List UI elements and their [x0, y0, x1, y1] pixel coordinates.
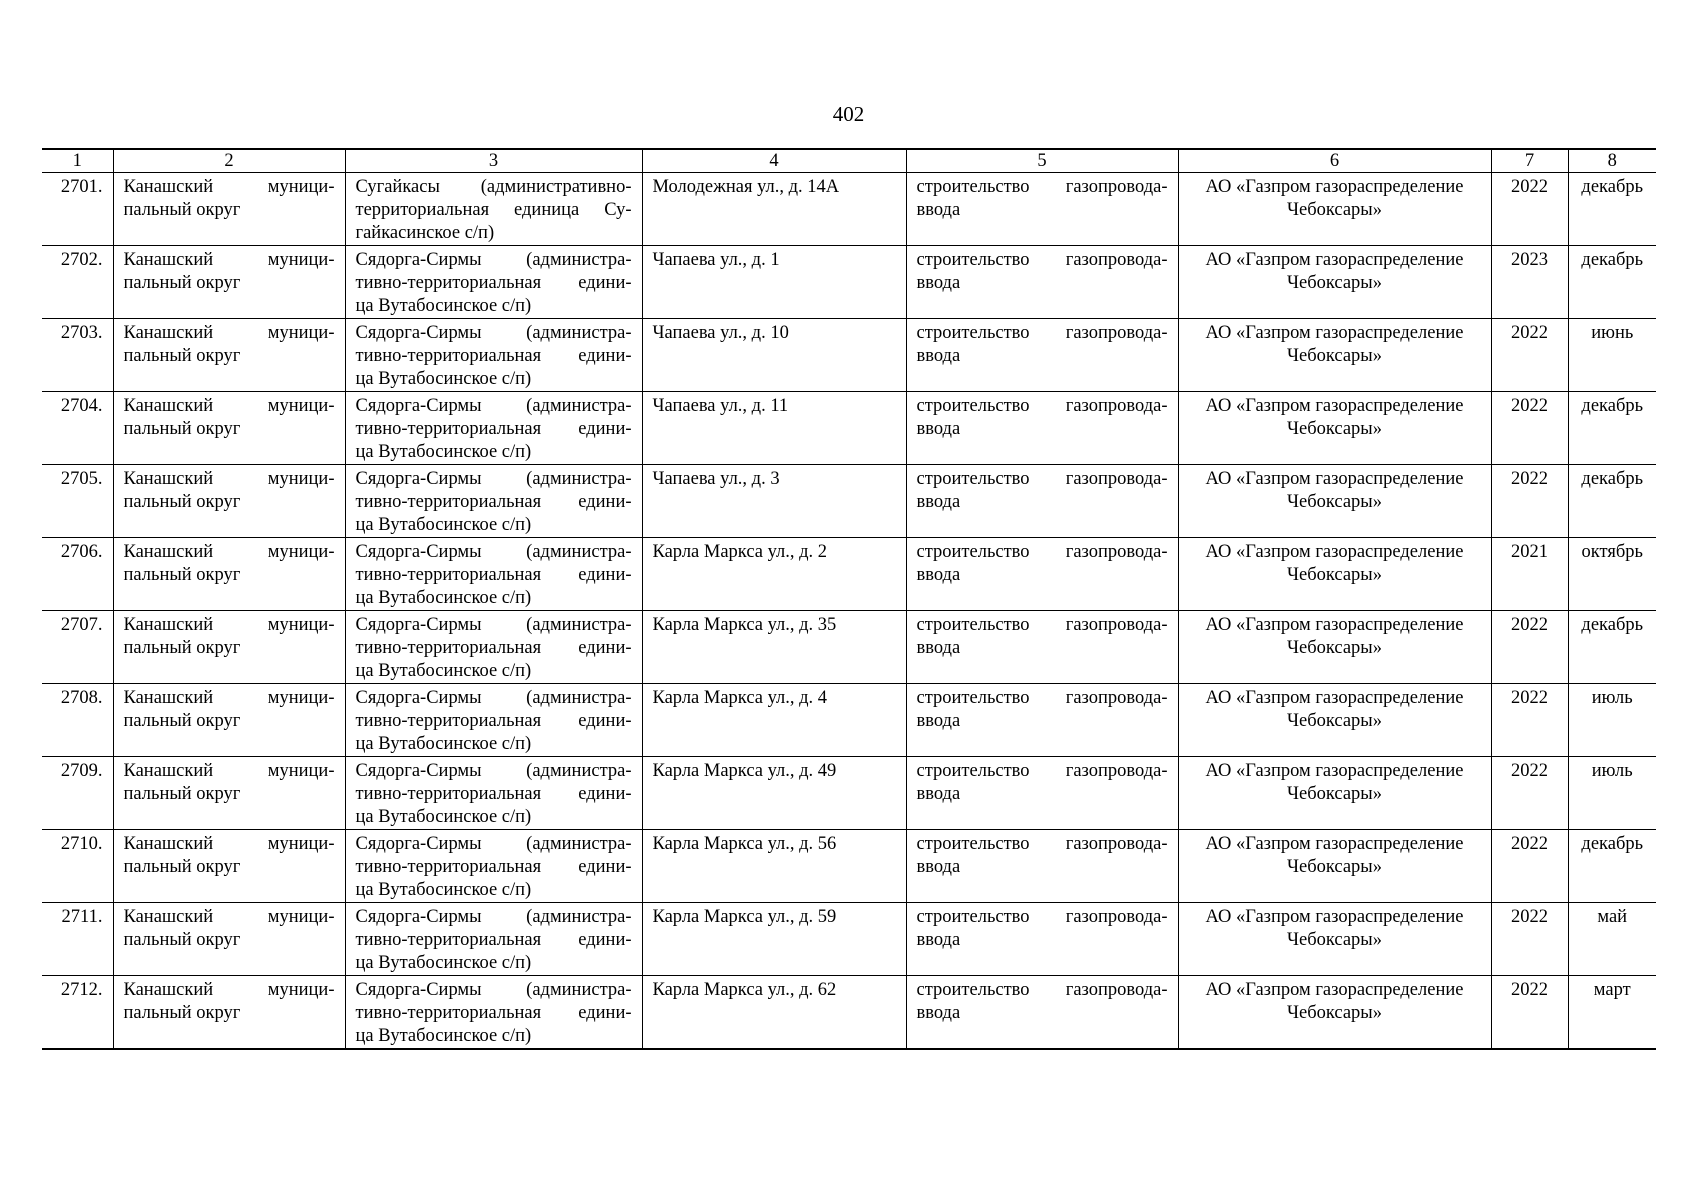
table-row — [42, 465, 1656, 538]
work-line-1: строительство газопровода- — [916, 615, 1168, 635]
district-line-1: Канашский муници- — [123, 177, 335, 197]
district-line-2: пальный округ — [123, 273, 241, 293]
month-cell: декабрь — [1568, 246, 1656, 319]
org-line-1: АО «Газпром газораспределение — [1205, 688, 1464, 708]
year-cell: 2022 — [1491, 392, 1568, 465]
org-line-1: АО «Газпром газораспределение — [1205, 542, 1464, 562]
month-cell: май — [1568, 903, 1656, 976]
district-cell — [113, 757, 345, 830]
settlement-line-2: территориальная единица Су- — [355, 200, 632, 220]
row-number: 2705. — [42, 465, 113, 538]
work-line-1: строительство газопровода- — [916, 323, 1168, 343]
district-line-1: Канашский муници- — [123, 250, 335, 270]
column-header-6: 6 — [1178, 149, 1491, 173]
table-row — [42, 684, 1656, 757]
settlement-line-3: ца Вутабосинское с/п) — [355, 515, 532, 535]
row-number: 2709. — [42, 757, 113, 830]
table-row — [42, 611, 1656, 684]
district-line-2: пальный округ — [123, 711, 241, 731]
table-row — [42, 538, 1656, 611]
org-line-2: Чебоксары» — [1286, 273, 1382, 293]
org-line-2: Чебоксары» — [1286, 638, 1382, 658]
settlement-line-2: тивно-территориальная едини- — [355, 273, 632, 293]
org-line-1: АО «Газпром газораспределение — [1205, 834, 1464, 854]
district-cell — [113, 465, 345, 538]
district-line-1: Канашский муници- — [123, 907, 335, 927]
settlement-line-1: Сядорга-Сирмы (администра- — [355, 688, 632, 708]
settlement-cell — [345, 611, 642, 684]
work-line-1: строительство газопровода- — [916, 688, 1168, 708]
row-number: 2704. — [42, 392, 113, 465]
address-cell: Карла Маркса ул., д. 56 — [642, 830, 906, 903]
org-line-1: АО «Газпром газораспределение — [1205, 615, 1464, 635]
settlement-line-1: Сядорга-Сирмы (администра- — [355, 907, 632, 927]
org-line-1: АО «Газпром газораспределение — [1205, 177, 1464, 197]
column-header-3: 3 — [345, 149, 642, 173]
settlement-line-1: Сядорга-Сирмы (администра- — [355, 615, 632, 635]
work-line-2: ввода — [916, 638, 961, 658]
work-type-cell — [906, 976, 1178, 1050]
district-cell — [113, 173, 345, 246]
work-line-1: строительство газопровода- — [916, 396, 1168, 416]
row-number: 2712. — [42, 976, 113, 1050]
settlement-line-2: тивно-территориальная едини- — [355, 711, 632, 731]
org-line-2: Чебоксары» — [1286, 419, 1382, 439]
settlement-line-1: Сядорга-Сирмы (администра- — [355, 250, 632, 270]
org-line-1: АО «Газпром газораспределение — [1205, 907, 1464, 927]
address-cell: Карла Маркса ул., д. 2 — [642, 538, 906, 611]
district-line-1: Канашский муници- — [123, 761, 335, 781]
address-cell: Молодежная ул., д. 14А — [642, 173, 906, 246]
address-cell: Карла Маркса ул., д. 49 — [642, 757, 906, 830]
settlement-cell — [345, 684, 642, 757]
settlement-line-3: гайкасинское с/п) — [355, 223, 495, 243]
settlement-line-3: ца Вутабосинское с/п) — [355, 880, 532, 900]
table-row — [42, 173, 1656, 246]
work-type-cell — [906, 684, 1178, 757]
work-type-cell — [906, 830, 1178, 903]
settlement-line-1: Сядорга-Сирмы (администра- — [355, 469, 632, 489]
work-line-1: строительство газопровода- — [916, 834, 1168, 854]
row-number: 2702. — [42, 246, 113, 319]
settlement-line-3: ца Вутабосинское с/п) — [355, 369, 532, 389]
settlement-line-2: тивно-территориальная едини- — [355, 492, 632, 512]
org-line-1: АО «Газпром газораспределение — [1205, 469, 1464, 489]
org-line-2: Чебоксары» — [1286, 784, 1382, 804]
column-header-5: 5 — [906, 149, 1178, 173]
settlement-line-1: Сядорга-Сирмы (администра- — [355, 542, 632, 562]
settlement-line-2: тивно-территориальная едини- — [355, 565, 632, 585]
settlement-line-2: тивно-территориальная едини- — [355, 784, 632, 804]
settlement-line-1: Сядорга-Сирмы (администра- — [355, 980, 632, 1000]
district-cell — [113, 830, 345, 903]
district-cell — [113, 538, 345, 611]
month-cell: декабрь — [1568, 830, 1656, 903]
district-line-1: Канашский муници- — [123, 323, 335, 343]
settlement-line-3: ца Вутабосинское с/п) — [355, 661, 532, 681]
address-cell: Чапаева ул., д. 11 — [642, 392, 906, 465]
address-cell: Чапаева ул., д. 1 — [642, 246, 906, 319]
org-line-2: Чебоксары» — [1286, 565, 1382, 585]
work-line-2: ввода — [916, 711, 961, 731]
district-line-2: пальный округ — [123, 1003, 241, 1023]
org-line-2: Чебоксары» — [1286, 1003, 1382, 1023]
page-number: 402 — [832, 102, 865, 126]
column-header-7: 7 — [1491, 149, 1568, 173]
month-cell: декабрь — [1568, 392, 1656, 465]
work-line-2: ввода — [916, 1003, 961, 1023]
row-number: 2703. — [42, 319, 113, 392]
work-type-cell — [906, 392, 1178, 465]
district-cell — [113, 684, 345, 757]
settlement-line-3: ца Вутабосинское с/п) — [355, 807, 532, 827]
org-line-1: АО «Газпром газораспределение — [1205, 396, 1464, 416]
settlement-cell — [345, 246, 642, 319]
table-row — [42, 830, 1656, 903]
district-line-2: пальный округ — [123, 200, 241, 220]
year-cell: 2022 — [1491, 903, 1568, 976]
month-cell: июль — [1568, 757, 1656, 830]
work-line-2: ввода — [916, 200, 961, 220]
settlement-cell — [345, 903, 642, 976]
column-header-4: 4 — [642, 149, 906, 173]
column-header-1: 1 — [42, 149, 113, 173]
district-line-2: пальный округ — [123, 930, 241, 950]
year-cell: 2022 — [1491, 976, 1568, 1050]
table-header — [42, 149, 1656, 173]
work-line-2: ввода — [916, 784, 961, 804]
month-cell: июль — [1568, 684, 1656, 757]
settlement-line-3: ца Вутабосинское с/п) — [355, 734, 532, 754]
district-line-2: пальный округ — [123, 857, 241, 877]
organization-cell — [1178, 611, 1491, 684]
year-cell: 2021 — [1491, 538, 1568, 611]
work-type-cell — [906, 757, 1178, 830]
district-cell — [113, 611, 345, 684]
work-type-cell — [906, 246, 1178, 319]
month-cell: декабрь — [1568, 611, 1656, 684]
header-row — [42, 149, 1656, 173]
organization-cell — [1178, 392, 1491, 465]
table-row — [42, 246, 1656, 319]
work-type-cell — [906, 173, 1178, 246]
year-cell: 2022 — [1491, 173, 1568, 246]
row-number: 2706. — [42, 538, 113, 611]
district-line-1: Канашский муници- — [123, 469, 335, 489]
settlement-cell — [345, 757, 642, 830]
district-cell — [113, 392, 345, 465]
district-line-2: пальный округ — [123, 419, 241, 439]
work-line-1: строительство газопровода- — [916, 177, 1168, 197]
settlement-line-1: Сугайкасы (административно- — [355, 177, 632, 197]
work-line-1: строительство газопровода- — [916, 250, 1168, 270]
address-cell: Карла Маркса ул., д. 4 — [642, 684, 906, 757]
work-line-1: строительство газопровода- — [916, 469, 1168, 489]
work-line-2: ввода — [916, 565, 961, 585]
work-line-1: строительство газопровода- — [916, 542, 1168, 562]
table-row — [42, 319, 1656, 392]
settlement-line-3: ца Вутабосинское с/п) — [355, 296, 532, 316]
district-line-2: пальный округ — [123, 784, 241, 804]
org-line-2: Чебоксары» — [1286, 930, 1382, 950]
district-line-1: Канашский муници- — [123, 542, 335, 562]
work-line-2: ввода — [916, 857, 961, 877]
address-cell: Карла Маркса ул., д. 62 — [642, 976, 906, 1050]
row-number: 2708. — [42, 684, 113, 757]
district-line-1: Канашский муници- — [123, 396, 335, 416]
work-line-1: строительство газопровода- — [916, 980, 1168, 1000]
table-row — [42, 903, 1656, 976]
district-cell — [113, 976, 345, 1050]
settlement-line-2: тивно-территориальная едини- — [355, 346, 632, 366]
month-cell: март — [1568, 976, 1656, 1050]
district-line-1: Канашский муници- — [123, 615, 335, 635]
org-line-1: АО «Газпром газораспределение — [1205, 980, 1464, 1000]
address-cell: Чапаева ул., д. 3 — [642, 465, 906, 538]
district-cell — [113, 246, 345, 319]
settlement-line-2: тивно-территориальная едини- — [355, 857, 632, 877]
row-number: 2710. — [42, 830, 113, 903]
org-line-2: Чебоксары» — [1286, 346, 1382, 366]
work-line-2: ввода — [916, 346, 961, 366]
row-number: 2707. — [42, 611, 113, 684]
year-cell: 2022 — [1491, 830, 1568, 903]
settlement-line-1: Сядорга-Сирмы (администра- — [355, 396, 632, 416]
column-header-8: 8 — [1568, 149, 1656, 173]
work-type-cell — [906, 319, 1178, 392]
year-cell: 2022 — [1491, 319, 1568, 392]
organization-cell — [1178, 903, 1491, 976]
organization-cell — [1178, 684, 1491, 757]
work-line-1: строительство газопровода- — [916, 907, 1168, 927]
org-line-2: Чебоксары» — [1286, 200, 1382, 220]
year-cell: 2022 — [1491, 611, 1568, 684]
work-line-2: ввода — [916, 930, 961, 950]
settlement-line-3: ца Вутабосинское с/п) — [355, 588, 532, 608]
table-row — [42, 976, 1656, 1050]
work-type-cell — [906, 465, 1178, 538]
month-cell: декабрь — [1568, 173, 1656, 246]
district-line-2: пальный округ — [123, 638, 241, 658]
district-line-2: пальный округ — [123, 492, 241, 512]
settlement-cell — [345, 173, 642, 246]
district-cell — [113, 903, 345, 976]
month-cell: октябрь — [1568, 538, 1656, 611]
address-cell: Карла Маркса ул., д. 59 — [642, 903, 906, 976]
org-line-2: Чебоксары» — [1286, 492, 1382, 512]
settlement-cell — [345, 976, 642, 1050]
settlement-line-3: ца Вутабосинское с/п) — [355, 442, 532, 462]
address-cell: Карла Маркса ул., д. 35 — [642, 611, 906, 684]
organization-cell — [1178, 830, 1491, 903]
organization-cell — [1178, 319, 1491, 392]
organization-cell — [1178, 538, 1491, 611]
year-cell: 2022 — [1491, 684, 1568, 757]
table-row — [42, 757, 1656, 830]
district-line-1: Канашский муници- — [123, 688, 335, 708]
org-line-2: Чебоксары» — [1286, 711, 1382, 731]
org-line-1: АО «Газпром газораспределение — [1205, 250, 1464, 270]
settlement-cell — [345, 319, 642, 392]
settlement-line-2: тивно-территориальная едини- — [355, 638, 632, 658]
settlement-line-2: тивно-территориальная едини- — [355, 1003, 632, 1023]
district-line-1: Канашский муници- — [123, 980, 335, 1000]
settlement-cell — [345, 465, 642, 538]
district-cell — [113, 319, 345, 392]
settlement-line-1: Сядорга-Сирмы (администра- — [355, 323, 632, 343]
year-cell: 2023 — [1491, 246, 1568, 319]
registry-table — [42, 148, 1656, 1050]
organization-cell — [1178, 246, 1491, 319]
month-cell: июнь — [1568, 319, 1656, 392]
settlement-line-3: ца Вутабосинское с/п) — [355, 1026, 532, 1046]
district-line-1: Канашский муници- — [123, 834, 335, 854]
work-type-cell — [906, 611, 1178, 684]
settlement-cell — [345, 392, 642, 465]
column-header-2: 2 — [113, 149, 345, 173]
organization-cell — [1178, 465, 1491, 538]
work-line-2: ввода — [916, 419, 961, 439]
settlement-cell — [345, 830, 642, 903]
district-line-2: пальный округ — [123, 565, 241, 585]
work-type-cell — [906, 538, 1178, 611]
organization-cell — [1178, 173, 1491, 246]
settlement-line-3: ца Вутабосинское с/п) — [355, 953, 532, 973]
work-line-1: строительство газопровода- — [916, 761, 1168, 781]
settlement-line-1: Сядорга-Сирмы (администра- — [355, 761, 632, 781]
work-type-cell — [906, 903, 1178, 976]
org-line-1: АО «Газпром газораспределение — [1205, 761, 1464, 781]
organization-cell — [1178, 976, 1491, 1050]
work-line-2: ввода — [916, 492, 961, 512]
address-cell: Чапаева ул., д. 10 — [642, 319, 906, 392]
organization-cell — [1178, 757, 1491, 830]
year-cell: 2022 — [1491, 757, 1568, 830]
row-number: 2701. — [42, 173, 113, 246]
settlement-line-2: тивно-территориальная едини- — [355, 930, 632, 950]
settlement-line-1: Сядорга-Сирмы (администра- — [355, 834, 632, 854]
month-cell: декабрь — [1568, 465, 1656, 538]
work-line-2: ввода — [916, 273, 961, 293]
row-number: 2711. — [42, 903, 113, 976]
org-line-2: Чебоксары» — [1286, 857, 1382, 877]
table-body — [42, 173, 1656, 1050]
table-row — [42, 392, 1656, 465]
settlement-line-2: тивно-территориальная едини- — [355, 419, 632, 439]
district-line-2: пальный округ — [123, 346, 241, 366]
settlement-cell — [345, 538, 642, 611]
org-line-1: АО «Газпром газораспределение — [1205, 323, 1464, 343]
year-cell: 2022 — [1491, 465, 1568, 538]
